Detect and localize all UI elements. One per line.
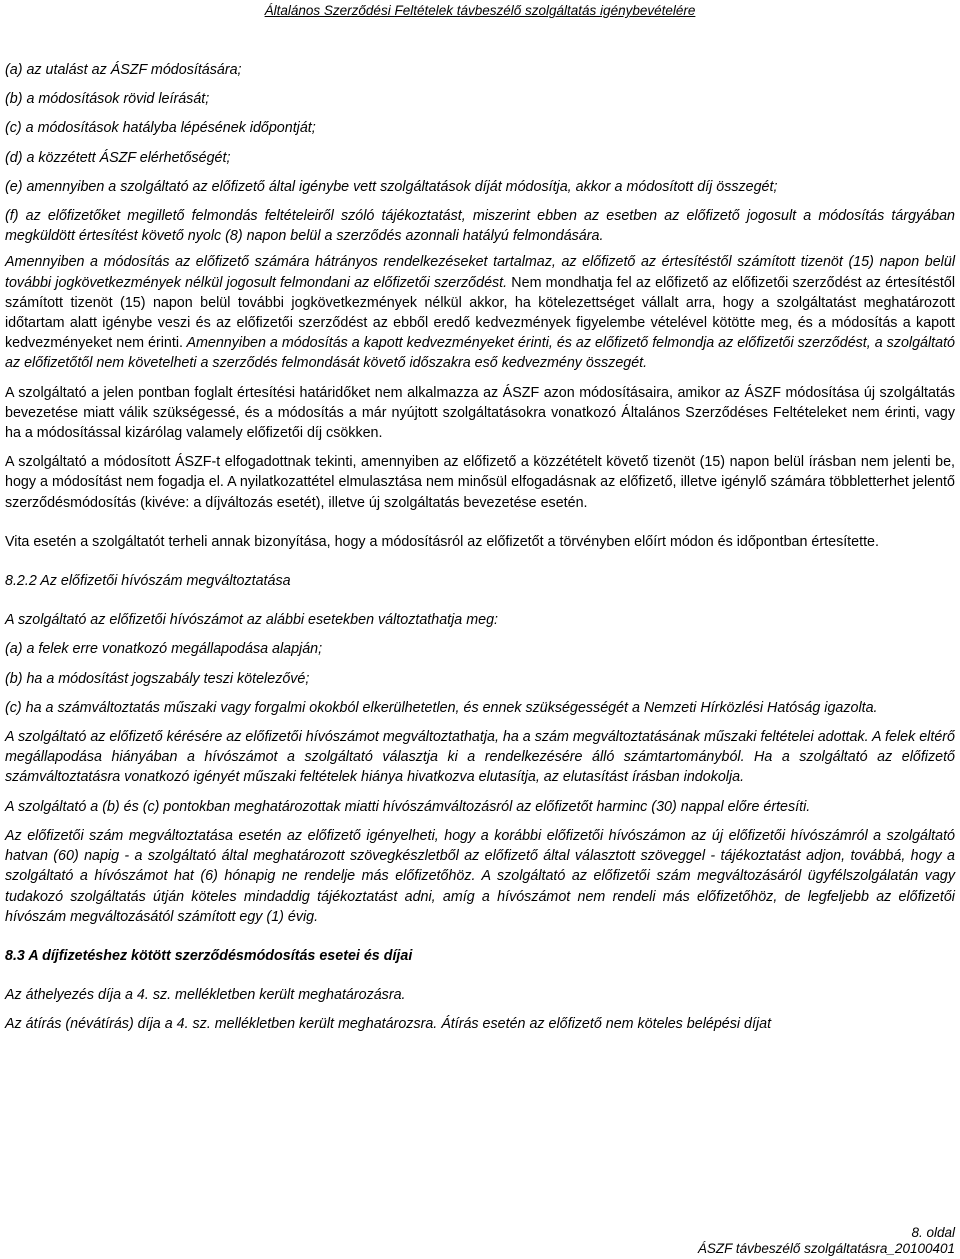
page-header: Általános Szerződési Feltételek távbeszélő szolgáltatás igénybevételére [264, 3, 696, 18]
list-item-f: (f) az előfizetőket megillető felmondás feltételeiről szóló tájékoztatást, miszerint ebben az esetben az előfizető jogosult a módosítás tárgyában megküldött értesítést követő nyolc (8) napon belül a szerződés azonnali hatályú felmondására. [5, 208, 955, 245]
document-body [5, 60, 955, 1035]
list-item-e: (e) amennyiben a szolgáltató az előfizető által igénybe vett szolgáltatások díját módosítja, akkor a módosított díj összegét; [5, 178, 778, 195]
list-item-number-a: (a) a felek erre vonatkozó megállapodása alapján; [5, 641, 323, 658]
section-heading-8-3: 8.3 A díjfizetéshez kötött szerződésmódosítás esetei és díjai [5, 947, 413, 964]
paragraph-number-change-request: A szolgáltató az előfizető kérésére az előfizetői hívószámot megváltoztathatja, ha a szám megváltoztatásának műszaki feltételei adottak. A felek eltérő megállapodása hiányában a hívószámot a szolgáltató választja ki a rendelkezésére álló számtartományból. Ha a szolgáltató az előfizető számváltoztatásra vonatkozó igényét műszaki feltételek hiánya hivatkozva elutasítja, az elutasítást írásban indokolja. [5, 729, 955, 786]
paragraph-relocation-fee: Az áthelyezés díja a 4. sz. mellékletben került meghatározásra. [5, 987, 406, 1004]
paragraph-acceptance: A szolgáltató a módosított ÁSZF-t elfogadottnak tekinti, amennyiben az előfizető a közzétételt követő tizenöt (15) napon belül írásban nem jelenti be, hogy a módosítást nem fogadja el. A nyilatkozattétel elmulasztása nem minősül elfogadásnak az előfizető, illetve igénylő számára többletterhet jelentő szerződésmódosítás (kivéve: a díjváltozás esetét), illetve új szolgáltatás bevezetése esetén. [5, 454, 955, 511]
paragraph-number-change-notice: A szolgáltató a (b) és (c) pontokban meghatározottak miatti hívószámváltozásról az előfizetőt harminc (30) nappal előre értesíti. [5, 798, 811, 815]
paragraph-part-regular: Nem mondhatja fel az előfizető az előfizetői szerződést az értesítéstől számított tizenöt (15) napon belül további jogkövetkezmények nélkül akkor, ha kötelezettséget vállalt arra, hogy a szolgáltatást meghatározott időtartam alatt igénybe veszi és az előfizetői szerződést az ebből eredő kedvezmények figyelembe vételével kötötte meg, és a módosítás a kapott kedvezményeket nem érinti. [5, 274, 956, 352]
paragraph-dispute: Vita esetén a szolgáltatót terheli annak bizonyítása, hogy a módosításról az előfizetőt a törvényben előírt módon és időpontban értesítette. [5, 533, 879, 550]
list-item-a: (a) az utalást az ÁSZF módosítására; [5, 62, 242, 78]
list-item-b: (b) a módosítások rövid leírását; [5, 91, 210, 108]
document-id: ÁSZF távbeszélő szolgáltatásra_20100401 [697, 1241, 955, 1256]
section-heading-8-2-2: 8.2.2 Az előfizetői hívószám megváltoztatása [5, 573, 291, 590]
list-item-number-c: (c) ha a számváltoztatás műszaki vagy forgalmi okokból elkerülhetetlen, és ennek szükségességét a Nemzeti Hírközlési Hatóság igazolta. [5, 699, 878, 716]
paragraph-disadvantageous-modification [5, 252, 955, 373]
list-item-d: (d) a közzétett ÁSZF elérhetőségét; [5, 149, 231, 166]
list-item-c: (c) a módosítások hatályba lépésének időpontját; [5, 120, 316, 137]
paragraph-number-change-intro: A szolgáltató az előfizetői hívószámot az alábbi esetekben változtathatja meg: [5, 612, 498, 629]
paragraph-number-change-info: Az előfizetői szám megváltoztatása esetén az előfizető igényelheti, hogy a korábbi előfizetői hívószámon az új előfizetői hívószámról a szolgáltató hatvan (60) napig - a szolgáltató által meghatározott szövegkészletből az előfizető által választott szöveggel - tájékoztatást adjon, továbbá, hogy a szolgáltató a hívószámot hat (6) hónapig ne rendelje más előfizetőhöz. A szolgáltató az előfizetői szám megváltozásáról ügyfélszolgálatán vagy tudakozó szolgáltatás útján köteles mindaddig tájékoztatást adni, amíg a hívószámot nem rendeli más előfizetőhöz, de legfeljebb az előfizetői hívószám megváltozásától számított egy (1) évig. [5, 827, 955, 925]
paragraph-transfer-fee: Az átírás (névátírás) díja a 4. sz. mellékletben került meghatározsra. Átírás esetén az előfizető nem köteles belépési díjat [5, 1016, 772, 1033]
page-footer [698, 1225, 955, 1257]
paragraph-part-italic: Amennyiben a módosítás az előfizető számára hátrányos rendelkezéseket tartalmaz, az előfizető az értesítéstől számított tizenöt (15) napon belül további jogkövetkezmények nélkül jogosult felmondani az előfizetői szerződést. [5, 254, 955, 291]
page-number: 8. oldal [911, 1225, 955, 1240]
paragraph-notice-deadlines: A szolgáltató a jelen pontban foglalt értesítési határidőket nem alkalmazza az ÁSZF azon módosításaira, amikor az ÁSZF módosítása új szolgáltatás bevezetése miatt válik szükségessé, és a módosítás a már nyújtott szolgáltatásokra vonatkozó Általános Szerződéses Feltételeket nem érinti, vagy ha a módosítással kizárólag valamely előfizetői díj csökken. [5, 384, 955, 442]
list-item-number-b: (b) ha a módosítást jogszabály teszi kötelezővé; [5, 670, 310, 687]
paragraph-part-italic-2: Amennyiben a módosítás a kapott kedvezményeket érinti, és az előfizető felmondja az előfizetői szerződést, a szolgáltató az előfizetőtől nem követelheti a szerződés felmondását követő időszakra eső kedvezmény összegét. [5, 335, 956, 372]
